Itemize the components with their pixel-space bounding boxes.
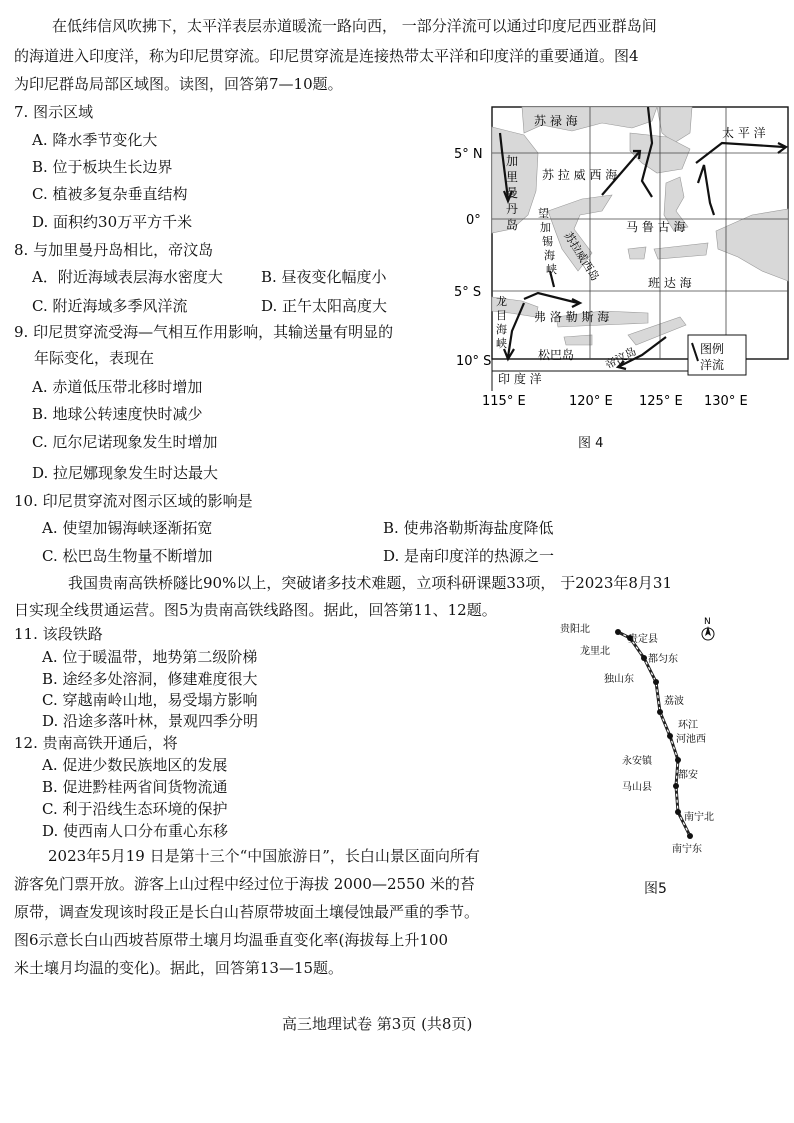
- intro-13-15-line-1: 2023年5月19 日是第十三个“中国旅游日”，长白山景区面向所有: [48, 847, 480, 865]
- compass-north-label: N: [704, 617, 711, 627]
- figure-4-caption: 图 4: [578, 436, 604, 451]
- station-label: 贵定县: [628, 634, 658, 645]
- lon-label-125e: 125° E: [639, 394, 683, 409]
- label-makassar-char: 锡: [542, 235, 553, 248]
- q8-option-d: D. 正午太阳高度大: [261, 297, 388, 315]
- label-sulawesi-island: 苏拉威西岛: [561, 229, 602, 284]
- intro-7-10-line-2: 的海道进入印度洋，称为印尼贯穿流。印尼贯穿流是连接热带太平洋和印度洋的重要通道。图4: [14, 47, 639, 65]
- q12-option-b: B. 促进黔桂两省间货物流通: [42, 778, 228, 796]
- lat-label-10s: 10° S: [456, 354, 492, 369]
- label-lombok-char: 峡: [496, 337, 507, 350]
- label-sulu-sea: 苏 禄 海: [534, 114, 578, 128]
- figure-5-railway-map: [560, 616, 786, 860]
- label-pacific: 太 平 洋: [722, 126, 766, 140]
- q11-option-b: B. 途经多处溶洞，修建难度很大: [42, 670, 258, 688]
- q12-option-a: A. 促进少数民族地区的发展: [42, 756, 228, 774]
- intro-7-10-line-1: 在低纬信风吹拂下，太平洋表层赤道暖流一路向西， 一部分洋流可以通过印度尼西亚群岛间: [52, 17, 657, 35]
- station-dot: [687, 833, 693, 839]
- q9-stem-line-1: 9. 印尼贯穿流受海—气相互作用影响，其输送量有明显的: [14, 323, 394, 341]
- q8-option-c: C. 附近海域多季风洋流: [32, 297, 188, 315]
- station-label: 环江: [678, 720, 698, 731]
- label-sumba-island: 松巴岛: [538, 348, 575, 362]
- label-makassar-char: 加: [540, 221, 551, 234]
- q10-stem: 10. 印尼贯穿流对图示区域的影响是: [14, 492, 253, 510]
- label-flores-sea: 弗 洛 勒 斯 海: [534, 310, 610, 324]
- station-dot: [615, 629, 621, 635]
- q10-option-c: C. 松巴岛生物量不断增加: [42, 547, 213, 565]
- station-label: 都匀东: [648, 654, 678, 665]
- station-dot: [675, 757, 681, 763]
- page-footer: 高三地理试卷 第3页 (共8页): [282, 1015, 473, 1033]
- intro-13-15-line-5: 米土壤月均温的变化)。据此，回答第13—15题。: [14, 959, 344, 977]
- label-maluku-sea: 马 鲁 古 海: [626, 220, 686, 234]
- station-label: 荔波: [664, 696, 684, 707]
- intro-11-12-line-1: 我国贵南高铁桥隧比90%以上，突破诸多技术难题，立项科研课题33项， 于2023年8月31: [68, 574, 673, 592]
- label-kalimantan-char: 曼: [506, 186, 519, 200]
- figure-5-caption: 图5: [644, 881, 667, 897]
- q7-option-b: B. 位于板块生长边界: [32, 158, 173, 176]
- q12-option-d: D. 使西南人口分布重心东移: [42, 822, 229, 840]
- compass-icon: [702, 617, 714, 640]
- lon-label-115e: 115° E: [482, 394, 526, 409]
- station-label: 独山东: [604, 674, 634, 685]
- q8-stem: 8. 与加里曼丹岛相比，帝汶岛: [14, 241, 214, 259]
- lat-label-5s: 5° S: [454, 285, 482, 300]
- figure-4-map: [452, 103, 794, 413]
- station-dot: [675, 809, 681, 815]
- intro-13-15-line-3: 原带，调查发现该时段正是长白山苔原带坡面土壤侵蚀最严重的季节。: [14, 903, 480, 921]
- q9-stem-line-2: 年际变化，表现在: [34, 349, 155, 367]
- station-label: 南宁东: [672, 844, 702, 855]
- q7-stem: 7. 图示区域: [14, 103, 94, 121]
- station-label: 河池西: [676, 734, 706, 745]
- q10-option-d: D. 是南印度洋的热源之一: [383, 547, 555, 565]
- q11-stem: 11. 该段铁路: [14, 625, 103, 643]
- station-label: 贵阳北: [560, 624, 590, 635]
- label-makassar-char: 峡: [546, 263, 557, 276]
- q10-option-a: A. 使望加锡海峡逐渐拓宽: [42, 519, 213, 537]
- station-label: 南宁北: [684, 812, 714, 823]
- station-label: 龙里北: [580, 646, 610, 657]
- q11-option-a: A. 位于暖温带，地势第二级阶梯: [42, 648, 258, 666]
- label-lombok-char: 目: [496, 309, 507, 322]
- label-makassar-char: 望: [538, 207, 549, 220]
- intro-7-10-line-3: 为印尼群岛局部区域图。读图，回答第7—10题。: [14, 75, 343, 93]
- station-dot: [657, 709, 663, 715]
- label-makassar-char: 海: [544, 249, 555, 262]
- label-kalimantan-char: 里: [506, 170, 519, 184]
- q8-option-b: B. 昼夜变化幅度小: [261, 268, 387, 286]
- q7-option-a: A. 降水季节变化大: [32, 131, 158, 149]
- label-lombok-char: 龙: [496, 295, 507, 308]
- lat-label-0: 0°: [466, 213, 481, 228]
- label-banda-sea: 班 达 海: [648, 276, 692, 290]
- lon-label-130e: 130° E: [704, 394, 748, 409]
- legend-current-label: 洋流: [700, 358, 725, 372]
- label-indian-ocean: 印 度 洋: [498, 372, 542, 386]
- q7-option-c: C. 植被多复杂垂直结构: [32, 185, 188, 203]
- q8-option-a: A．附近海域表层海水密度大: [32, 268, 223, 286]
- q11-option-d: D. 沿途多落叶林，景观四季分明: [42, 712, 259, 730]
- q9-option-c: C. 厄尔尼诺现象发生时增加: [32, 433, 218, 451]
- label-timor-island: 帝汶岛: [603, 344, 639, 372]
- station-label: 都安: [678, 770, 698, 781]
- q10-option-b: B. 使弗洛勒斯海盐度降低: [383, 519, 554, 537]
- station-label: 马山县: [622, 782, 652, 793]
- station-label: 永安镇: [622, 756, 652, 767]
- q11-option-c: C. 穿越南岭山地，易受塌方影响: [42, 691, 258, 709]
- station-dot: [673, 783, 679, 789]
- station-dot: [653, 679, 659, 685]
- station-dot: [667, 733, 673, 739]
- label-lombok-char: 海: [496, 323, 507, 336]
- label-kalimantan-char: 丹: [506, 202, 519, 216]
- q7-option-d: D. 面积约30万平方千米: [32, 213, 193, 231]
- lat-label-5n: 5° N: [454, 147, 483, 162]
- intro-13-15-line-2: 游客免门票开放。游客上山过程中经过位于海拔 2000—2550 米的苔: [14, 875, 475, 893]
- label-kalimantan-char: 岛: [506, 218, 519, 232]
- legend-title: 图例: [700, 342, 725, 356]
- q9-option-b: B. 地球公转速度快时减少: [32, 405, 203, 423]
- intro-13-15-line-4: 图6示意长白山西坡苔原带土壤月均温垂直变化率(海拔每上升100: [14, 931, 449, 949]
- lon-label-120e: 120° E: [569, 394, 613, 409]
- q12-option-c: C. 利于沿线生态环境的保护: [42, 800, 228, 818]
- intro-11-12-line-2: 日实现全线贯通运营。图5为贵南高铁线路图。据此，回答第11、12题。: [14, 601, 497, 619]
- q9-option-a: A. 赤道低压带北移时增加: [32, 378, 203, 396]
- label-kalimantan-char: 加: [506, 154, 519, 168]
- q12-stem: 12. 贵南高铁开通后，将: [14, 734, 178, 752]
- q9-option-d: D. 拉尼娜现象发生时达最大: [32, 464, 219, 482]
- figure-4-legend: [688, 335, 746, 375]
- label-sulawesi-sea: 苏 拉 威 西 海: [542, 168, 618, 182]
- station-dot: [641, 655, 647, 661]
